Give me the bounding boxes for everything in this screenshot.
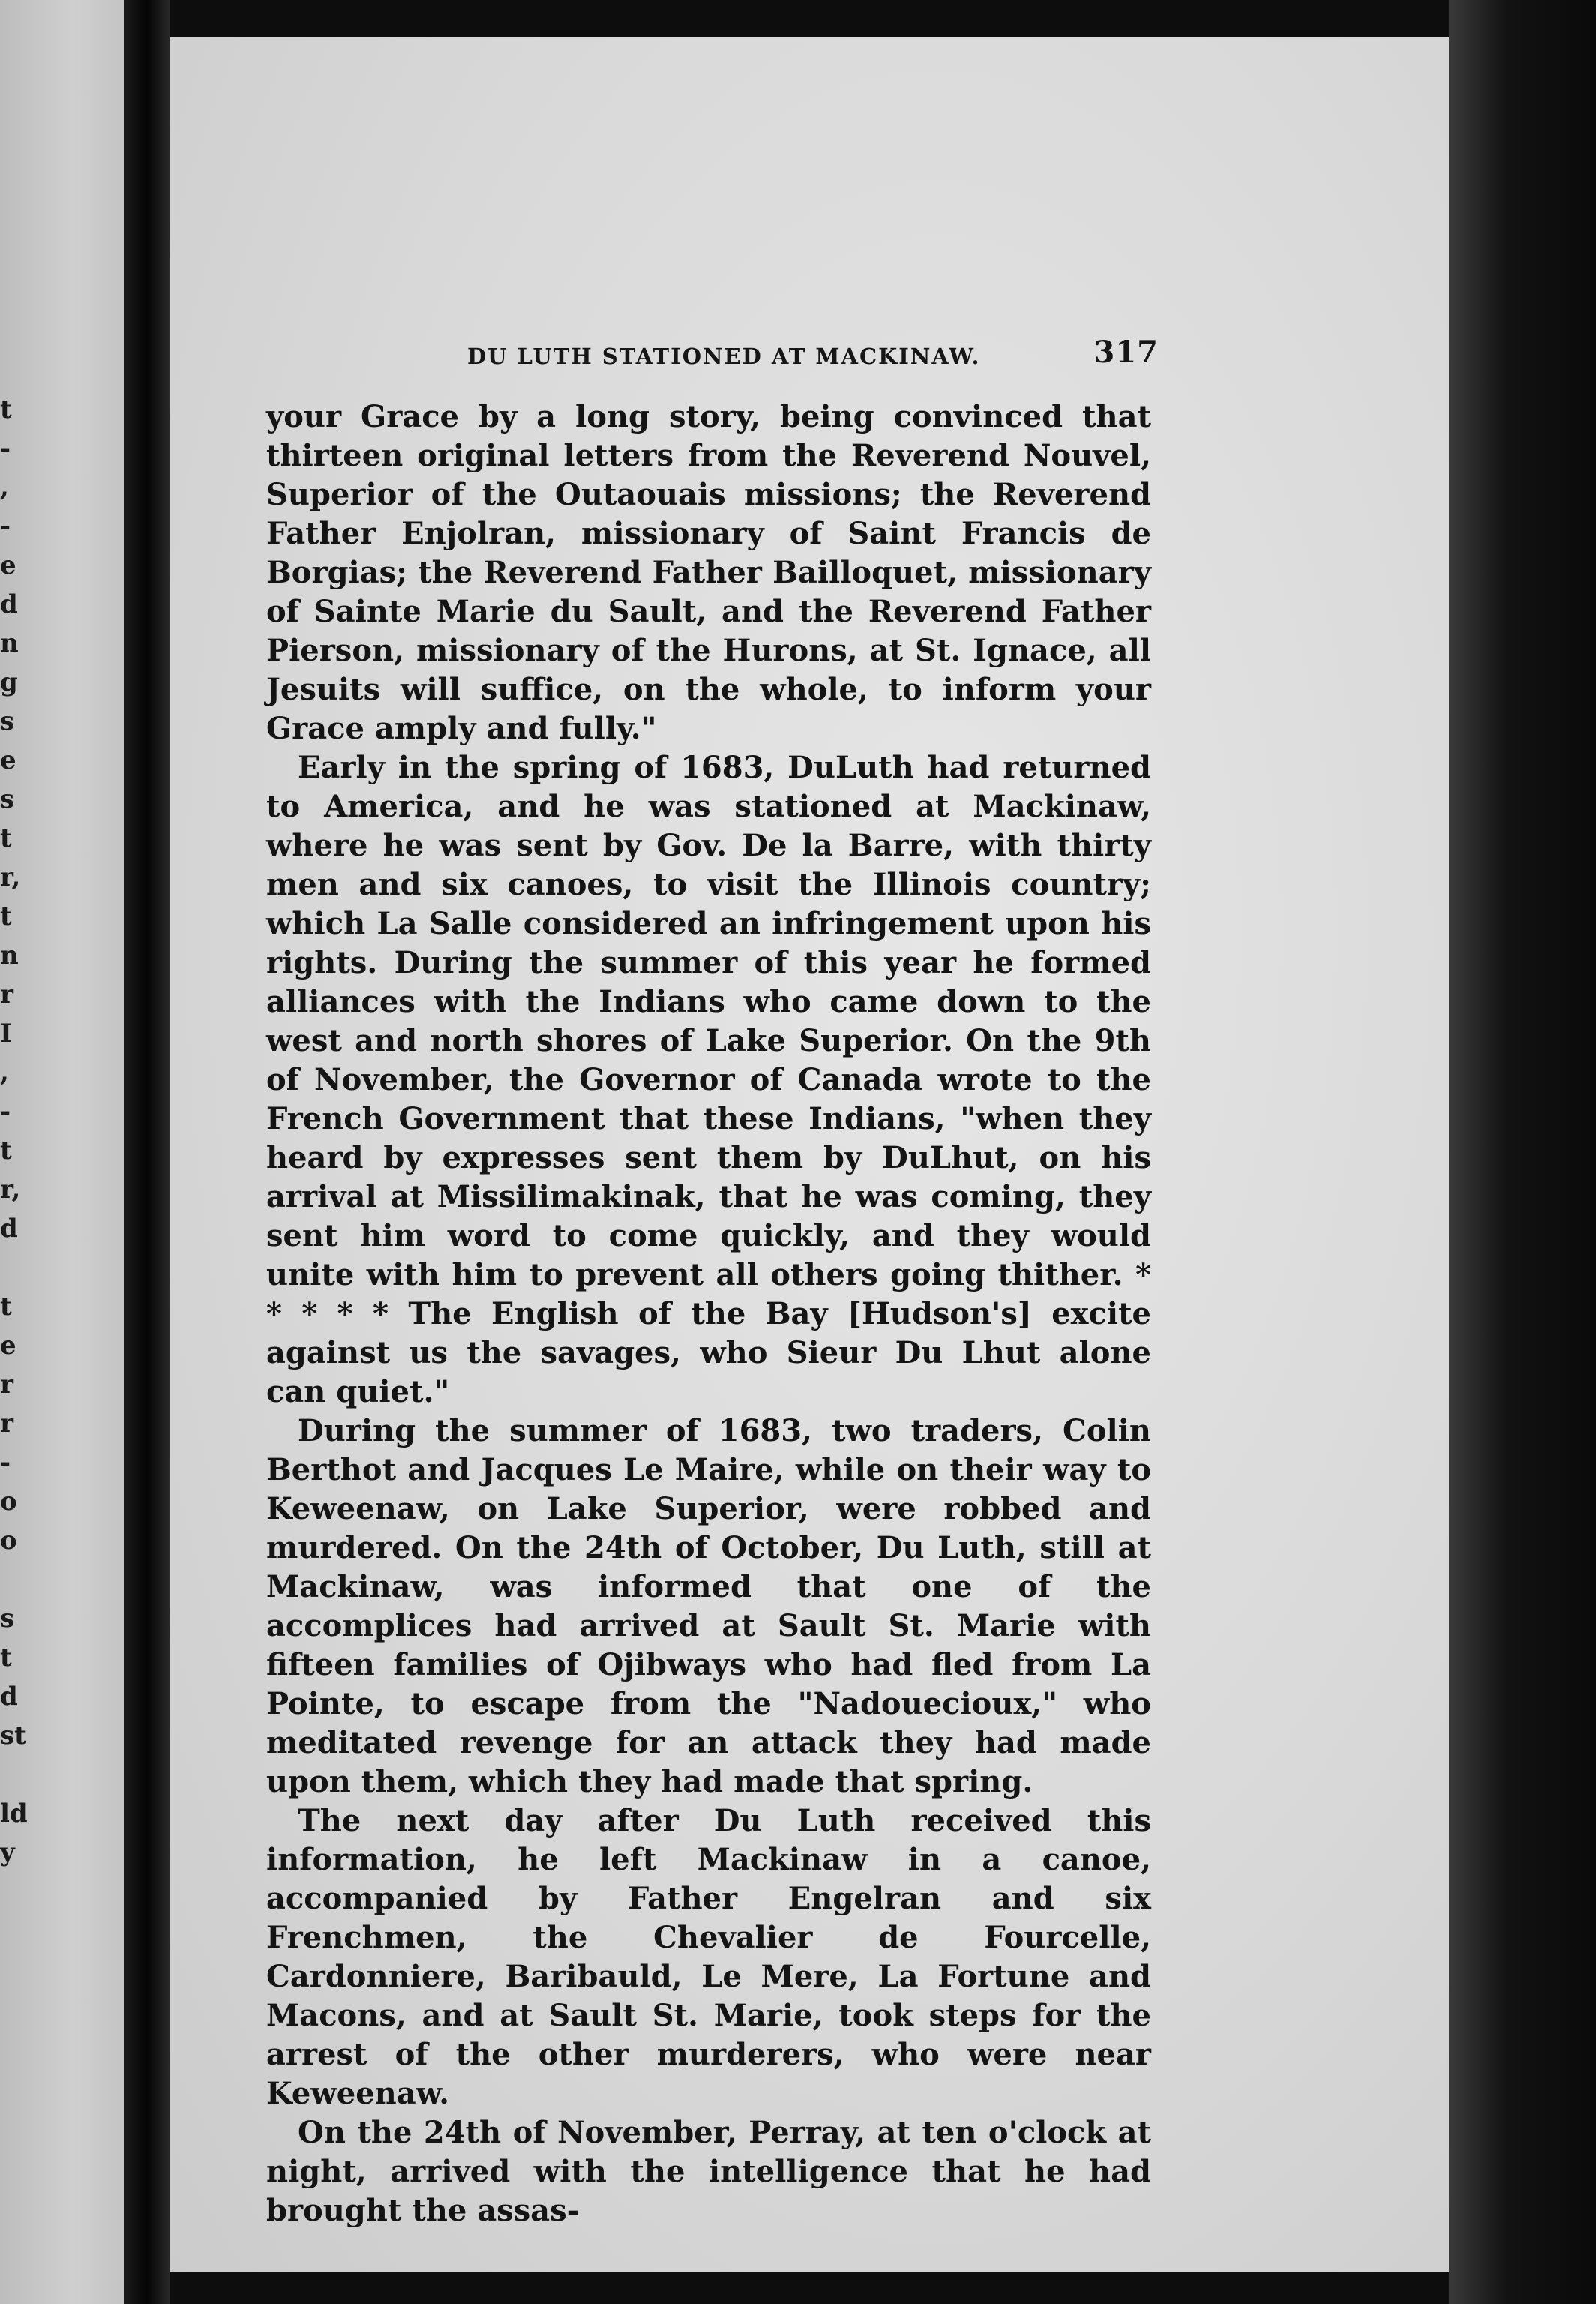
page-number: 317 xyxy=(1094,334,1159,370)
running-title: DU LUTH STATIONED AT MACKINAW. xyxy=(467,344,981,369)
book-gutter xyxy=(124,0,170,2304)
facing-page-text-fragments: t - , - e d n g s e s t r, t n r I , - t r, d t e r r - o o s t d st ld y xyxy=(0,394,28,1868)
paragraph: Early in the spring of 1683, DuLuth had returned to America, and he was stationed at Mackinaw, where he was sent by Gov. De la Barre, with thirty men and six canoes, to visit the Illinois country; which La Salle considered an infringement upon his rights. During the summer of this year he formed alliances with the Indians who came down to the west and north shores of Lake Superior. On the 9th of November, the Governor of Canada wrote to the French Government that these Indians, "when they heard by expresses sent them by DuLhut, on his arrival at Missilimakinak, that he was coming, they sent him word to come quickly, and they would unite with him to prevent all others going thither. * * * * * The English of the Bay [Hudson's] excite against us the savages, who Sieur Du Lhut alone can quiet." xyxy=(266,750,1151,1409)
body-text xyxy=(266,398,1151,2230)
paragraph: The next day after Du Luth received this information, he left Mackinaw in a canoe, accompanied by Father Engelran and six Frenchmen, the Chevalier de Fourcelle, Cardonniere, Baribauld, Le Mere, La Fortune and Macons, and at Sault St. Marie, took steps for the arrest of the other murderers, who were near Keweenaw. xyxy=(266,1803,1151,2111)
facing-page-edge xyxy=(0,0,124,2304)
paragraph: During the summer of 1683, two traders, Colin Berthot and Jacques Le Maire, while on their way to Keweenaw, on Lake Superior, were robbed and murdered. On the 24th of October, Du Luth, still at Mackinaw, was informed that one of the accomplices had arrived at Sault St. Marie with fifteen families of Ojibways who had fled from La Pointe, to escape from the "Nadouecioux," who meditated revenge for an attack they had made upon them, which they had made that spring. xyxy=(266,1413,1151,1799)
scan-background xyxy=(1449,0,1596,2304)
running-header xyxy=(296,332,1166,376)
paragraph: On the 24th of November, Perray, at ten o'clock at night, arrived with the intelligence that he had brought the assas- xyxy=(266,2115,1151,2228)
paragraph: your Grace by a long story, being convinced that thirteen original letters from the Reverend Nouvel, Superior of the Outaouais missions; the Reverend Father Enjolran, missionary of Saint Francis de Borgias; the Reverend Father Bailloquet, missionary of Sainte Marie du Sault, and the Reverend Father Pierson, missionary of the Hurons, at St. Ignace, all Jesuits will suffice, on the whole, to inform your Grace amply and fully." xyxy=(266,399,1151,746)
